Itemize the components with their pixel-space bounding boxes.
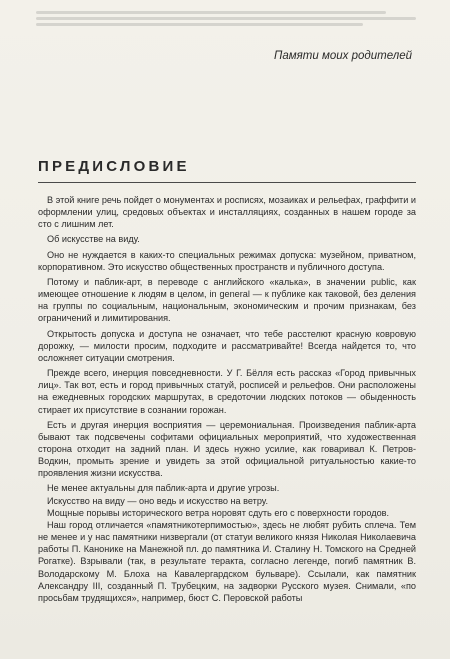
paragraph: Искусство на виду — оно ведь и искусство на ветру. [47,495,268,506]
paragraph: Есть и другая инерция восприятия — церемониальная. Произведения паблик-арта бывают так подсвечены софитами официальных мероприятий, что художественная сторона отходит на задний план. И здесь нужно усилие, как говаривал К. Петров-Водкин, промыть зрение и увидеть за этой официальной ритуальностью какие-то проявления жизни искусства. [38,419,416,479]
show-through-text [36,8,416,32]
paragraph: Потому и паблик-арт, в переводе с английского «калька», в значении public, как имеющее отношение к людям в целом, in general — к публике как таковой, без деления на группы по социальным, национальным, экономическим и прочим признакам, без ограничений и лимитирования. [38,276,416,324]
title-divider [38,182,416,183]
paragraph: Оно не нуждается в каких-то специальных режимах допуска: музейном, приватном, корпоративном. Это искусство общественных пространств и публичного доступа. [38,249,416,272]
paragraph: Наш город отличается «памятникотерпимостью», здесь не любят рубить сплеча. Тем не менее и у нас памятники низвергали (от статуи великого князя Николая Николаевича работы П. Канонике на Манежной пл. до памятника И. Сталину Н. Томского на Средней Рогатке). Взрывали (так, в результате теракта, согласно легенде, погиб памятник В. Володарскому М. Блоха на Кавалергардском бульваре). Ссылали, как памятник Александру III, созданный П. Трубецким, на задворки Русского музея. Снимали, «по просьбам трудящихся», например, бюст С. Перовской работы [38,519,416,603]
page-title: ПРЕДИСЛОВИЕ [38,158,190,175]
paragraph: Мощные порывы исторического ветра норовят сдуть его с поверхности городов. [47,507,390,518]
paragraph: Прежде всего, инерция повседневности. У Г. Бёлля есть рассказ «Город привычных лиц». Так вот, есть и город привычных статуй, росписей и рельефов. Они расположены на ежедневных городских маршрутах, в средоточии людских потоков — обыденность стирает их присутствие в сознании горожан. [38,368,416,415]
paragraph: Об искусстве на виду. [47,234,140,245]
dedication: Памяти моих родителей [274,50,412,62]
body-text [38,194,416,604]
paragraph: Открытость допуска и доступа не означает, что тебе расстелют красную ковровую дорожку, — милости просим, подходите и рассматривайте! Всегда найдется то, что осложняет ситуации смотрения. [38,328,416,363]
paragraph: В этой книге речь пойдет о монументах и росписях, мозаиках и рельефах, граффити и оформлении улиц, средовых объектах и инсталляциях, созданных в нашем городе за сто с лишним лет. [38,195,416,230]
paragraph: Не менее актуальны для паблик-арта и другие угрозы. [47,483,280,494]
